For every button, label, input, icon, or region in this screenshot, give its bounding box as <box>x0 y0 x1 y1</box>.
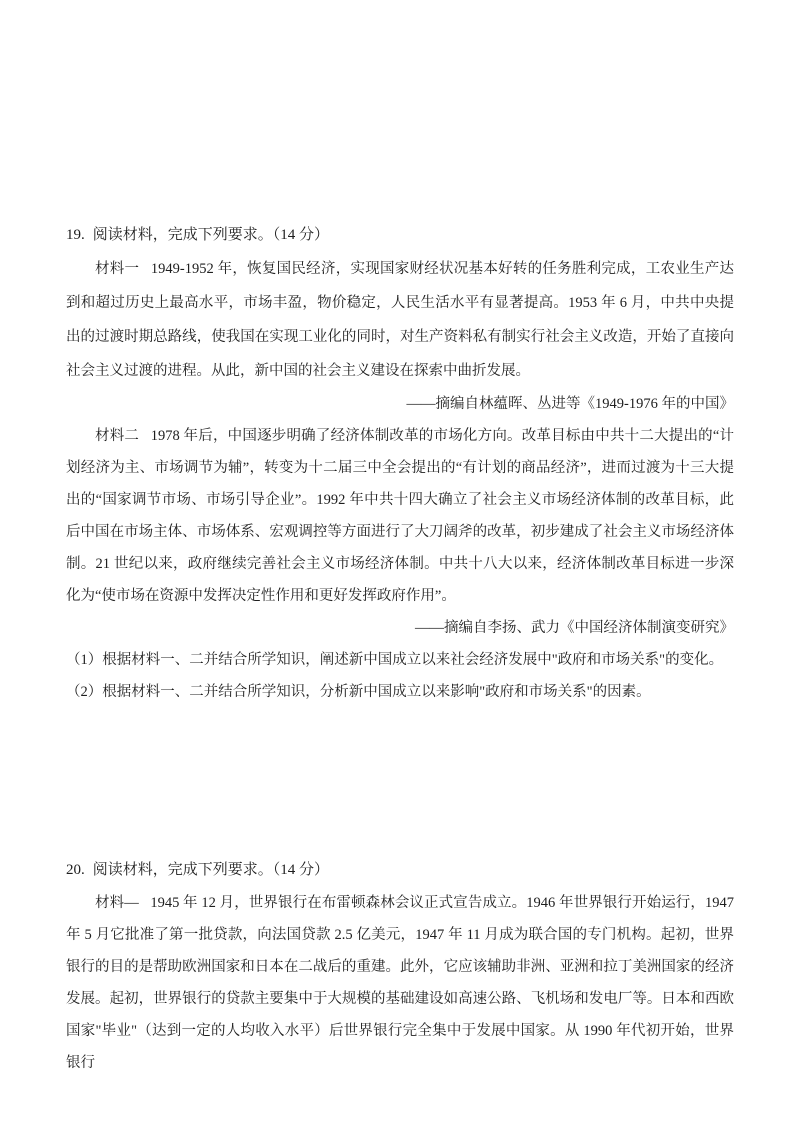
question-20 <box>66 853 734 1079</box>
question-20-prompt: 阅读材料，完成下列要求。（14 分） <box>92 862 330 878</box>
question-19-material-1 <box>66 252 734 388</box>
question-20-material-label: 材料— <box>95 895 139 911</box>
question-19-material-2 <box>66 420 734 612</box>
material-1-label: 材料一 <box>95 261 140 277</box>
question-20-number: 20. <box>66 862 85 878</box>
material-2-text: 1978 年后，中国逐步明确了经济体制改革的市场化方向。改革目标由中共十二大提出的“计划经济为主、市场调节为辅”，转变为十二届三中全会提出的“有计划的商品经济”，进而过渡为十三大提出的“国家调节市场、市场引导企业”。1992 年中共十四大确立了社会主义市场经济体制的改革目标，此后中国在市场主体、市场体系、宏观调控等方面进行了大刀阔斧的改革，初步建成了社会主义市场经济体制。21 世纪以来，政府继续完善社会主义市场经济体制。中共十八大以来，经济体制改革目标进一步深化为“使市场在资源中发挥决定性作用和更好发挥政府作用”。 <box>66 428 735 604</box>
question-19-prompt: 阅读材料，完成下列要求。（14 分） <box>92 227 330 243</box>
material-1-source: ——摘编自林蕴晖、丛进等《1949-1976 年的中国》 <box>406 396 734 412</box>
question-20-header <box>66 853 734 887</box>
material-2-label: 材料二 <box>95 428 140 444</box>
material-2-source: ——摘编自李扬、武力《中国经济体制演变研究》 <box>415 620 734 636</box>
question-19 <box>66 218 734 708</box>
material-1-text: 1949-1952 年，恢复国民经济，实现国家财经状况基本好转的任务胜利完成，工农业生产达到和超过历史上最高水平，市场丰盈，物价稳定，人民生活水平有显著提高。1953 年 6 月，中共中央提出的过渡时期总路线，使我国在实现工业化的同时，对生产资料私有制实行社会主义改造，开始了直接向社会主义过渡的进程。从此，新中国的社会主义建设在探索中曲折发展。 <box>66 261 735 379</box>
question-19-header <box>66 218 734 252</box>
question-19-subquestion-1: （1）根据材料一、二并结合所学知识，阐述新中国成立以来社会经济发展中"政府和市场关系"的变化。 <box>66 652 724 668</box>
question-20-material-text: 1945 年 12 月，世界银行在布雷顿森林会议正式宣告成立。1946 年世界银行开始运行，1947 年 5 月它批准了第一批贷款，向法国贷款 2.5 亿美元，1947 年 11 月成为联合国的专门机构。起初，世界银行的目的是帮助欧洲国家和日本在二战后的重建。此外，它应该辅助非洲、亚洲和拉丁美洲国家的经济发展。起初，世界银行的贷款主要集中于大规模的基础建设如高速公路、飞机场和发电厂等。日本和西欧国家"毕业"（达到一定的人均收入水平）后世界银行完全集中于发展中国家。从 1990 年代初开始，世界银行 <box>66 895 735 1071</box>
question-19-subquestion-2: （2）根据材料一、二并结合所学知识，分析新中国成立以来影响"政府和市场关系"的因素。 <box>66 684 651 700</box>
question-20-material-1 <box>66 887 734 1079</box>
page-content <box>66 218 734 1079</box>
question-19-number: 19. <box>66 227 85 243</box>
